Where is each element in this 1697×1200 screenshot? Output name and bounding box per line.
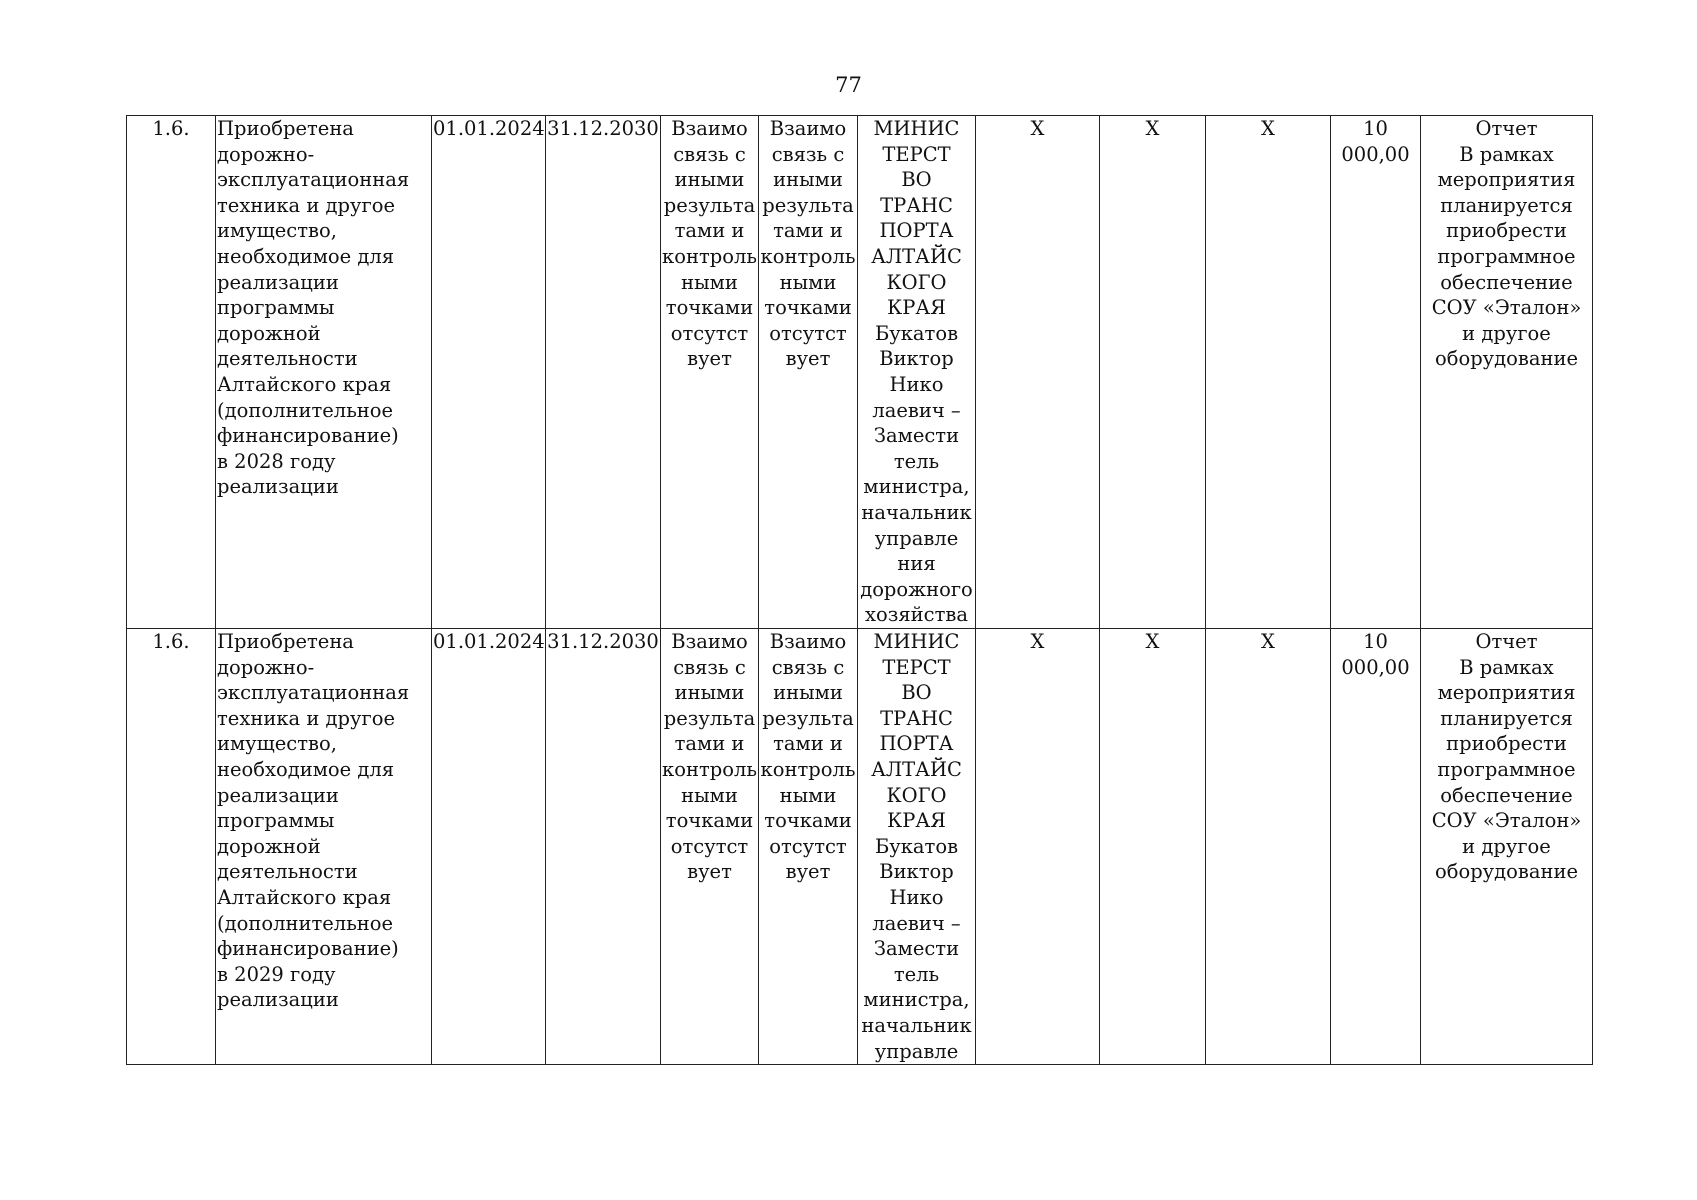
amount-cell: [1331, 629, 1421, 1065]
row-number-cell: [127, 629, 216, 1065]
link-text-1: Взаимо связь с иными результа тами и контроль ными точками отсутст вует: [662, 117, 757, 371]
table-row: [127, 116, 1593, 629]
link-text-1: Взаимо связь с иными результа тами и контроль ными точками отсутст вует: [662, 630, 757, 884]
link-cell-1: [661, 629, 759, 1065]
link-cell-2: [759, 629, 858, 1065]
mark-cell-3: [1206, 629, 1331, 1065]
mark-3: X: [1261, 630, 1275, 653]
start-date-cell: [432, 629, 546, 1065]
report-cell: [1421, 116, 1593, 629]
mark-cell-1: [976, 116, 1100, 629]
report-text: Отчет В рамках мероприятия планируется приобрести программное обеспечение СОУ «Эталон» и другое оборудование: [1431, 630, 1582, 884]
end-date-cell: [546, 116, 661, 629]
result-name: Приобретена дорожно- эксплуатационная техника и другое имущество, необходимое для реализации программы дорожной деятельности Алтайского края (дополнительное финансирование) в 2029 году реализации: [217, 630, 410, 1012]
result-name-cell: [216, 629, 432, 1065]
start-date: 01.01.2024: [433, 117, 545, 140]
responsible-cell: [858, 116, 976, 629]
result-name: Приобретена дорожно- эксплуатационная техника и другое имущество, необходимое для реализации программы дорожной деятельности Алтайского края (дополнительное финансирование) в 2028 году реализации: [217, 117, 410, 499]
mark-cell-3: [1206, 116, 1331, 629]
mark-cell-2: [1100, 116, 1206, 629]
result-name-cell: [216, 116, 432, 629]
row-number: 1.6.: [152, 630, 190, 653]
link-cell-2: [759, 116, 858, 629]
mark-cell-1: [976, 629, 1100, 1065]
link-cell-1: [661, 116, 759, 629]
mark-2: X: [1145, 117, 1160, 140]
responsible-person: МИНИС ТЕРСТ ВО ТРАНС ПОРТА АЛТАЙС КОГО КРАЯ Букатов Виктор Нико лаевич – Замести тель министра, начальник управле: [861, 630, 972, 1063]
table-row: [127, 629, 1593, 1065]
report-text: Отчет В рамках мероприятия планируется приобрести программное обеспечение СОУ «Эталон» и другое оборудование: [1431, 117, 1582, 371]
responsible-cell: [858, 629, 976, 1065]
amount: 10 000,00: [1341, 117, 1410, 166]
amount-cell: [1331, 116, 1421, 629]
page-number: 77: [835, 73, 862, 97]
end-date: 31.12.2030: [547, 117, 659, 140]
activity-table: [126, 115, 1593, 1065]
row-number: 1.6.: [152, 117, 190, 140]
amount: 10 000,00: [1341, 630, 1410, 679]
end-date: 31.12.2030: [547, 630, 659, 653]
link-text-2: Взаимо связь с иными результа тами и контроль ными точками отсутст вует: [760, 117, 856, 371]
mark-1: X: [1030, 117, 1045, 140]
mark-1: X: [1030, 630, 1045, 653]
link-text-2: Взаимо связь с иными результа тами и контроль ными точками отсутст вует: [760, 630, 856, 884]
start-date-cell: [432, 116, 546, 629]
mark-cell-2: [1100, 629, 1206, 1065]
end-date-cell: [546, 629, 661, 1065]
mark-3: X: [1261, 117, 1275, 140]
report-cell: [1421, 629, 1593, 1065]
start-date: 01.01.2024: [433, 630, 545, 653]
row-number-cell: [127, 116, 216, 629]
responsible-person: МИНИС ТЕРСТ ВО ТРАНС ПОРТА АЛТАЙС КОГО КРАЯ Букатов Виктор Нико лаевич – Замести тель министра, начальник управле ния дорожного хозяйства: [860, 117, 973, 627]
mark-2: X: [1145, 630, 1160, 653]
